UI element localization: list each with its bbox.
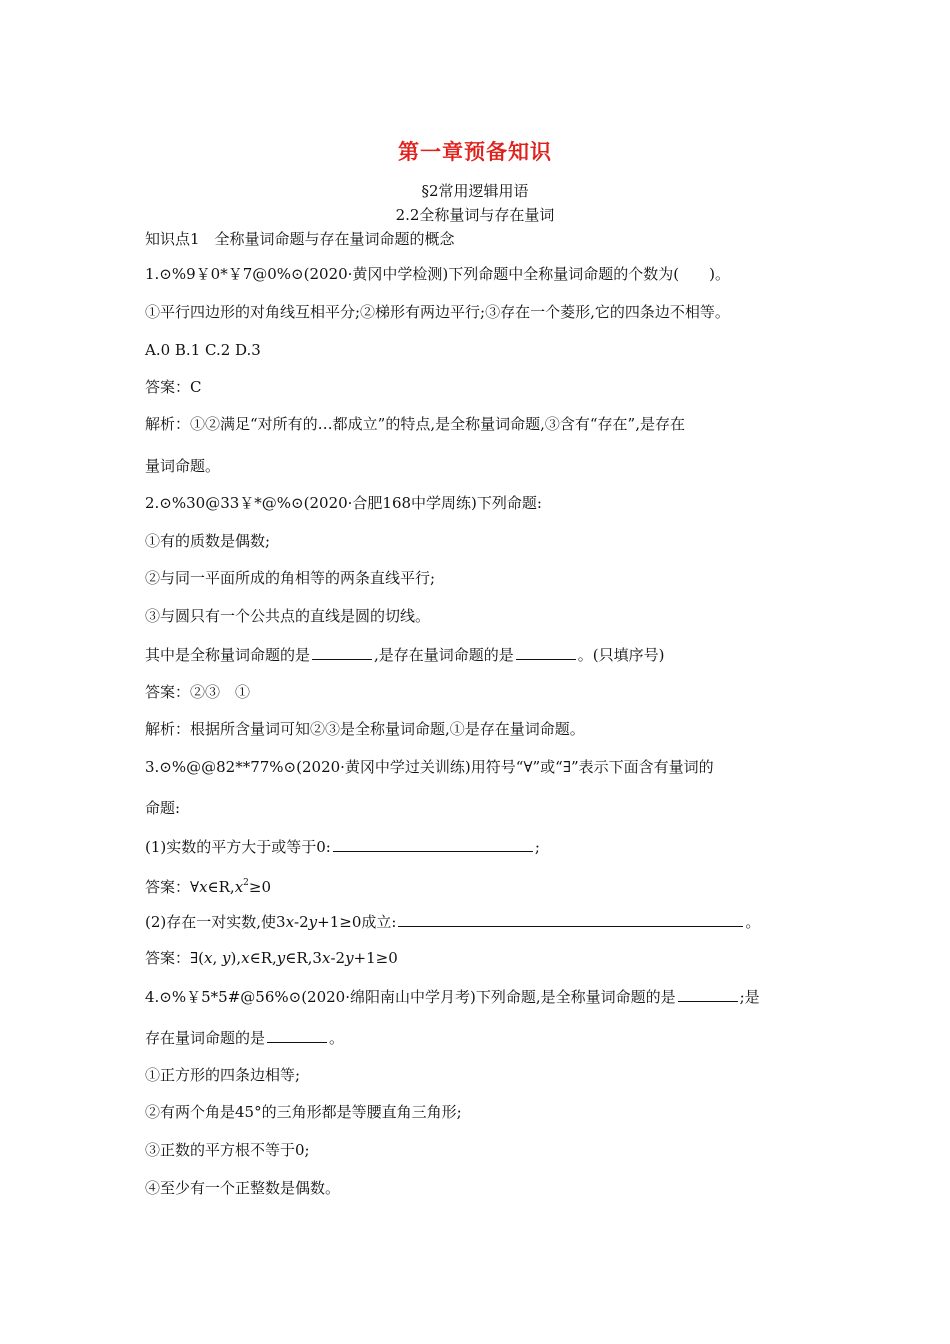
math-variable: y: [222, 949, 231, 967]
q1-items: ①平行四边形的对角线互相平分;②梯形有两边平行;③存在一个菱形,它的四条边不相等。: [145, 303, 730, 321]
answer-blank[interactable]: [267, 1027, 327, 1043]
q4-item-2: ②有两个角是45°的三角形都是等腰直角三角形;: [145, 1103, 462, 1121]
q3-answer1-text: 答案：∀: [145, 878, 200, 896]
q1-analysis-line1: 解析：①②满足“对所有的…都成立”的特点,是全称量词命题,③含有“存在”,是存在: [145, 415, 685, 433]
math-exponent: 2: [243, 878, 249, 888]
q4-item-4: ④至少有一个正整数是偶数。: [145, 1179, 341, 1197]
knowledge-point: 知识点1 全称量词命题与存在量词命题的概念: [145, 230, 455, 248]
q4-item-1: ①正方形的四条边相等;: [145, 1066, 301, 1084]
q1-analysis-line2: 量词命题。: [145, 457, 221, 475]
q2-fill-text-b: ,是存在量词命题的是: [374, 646, 514, 664]
q2-fill-text-a: 其中是全称量词命题的是: [145, 646, 311, 664]
math-variable: x: [285, 913, 295, 931]
q3-part2-text: (2)存在一对实数,使3: [145, 913, 286, 931]
q3-answer1-text: ≥0: [248, 878, 272, 896]
q2-analysis: 解析：根据所含量词可知②③是全称量词命题,①是存在量词命题。: [145, 720, 585, 738]
q1-answer: 答案：C: [145, 378, 202, 396]
q4-stem-text: 存在量词命题的是: [145, 1029, 266, 1047]
q4-stem-line2: [145, 1027, 344, 1048]
answer-blank[interactable]: [678, 986, 738, 1002]
q3-answer2-text: +1≥0: [353, 949, 398, 967]
q3-part1: [145, 836, 540, 857]
math-variable: x: [204, 949, 213, 967]
section-heading: §2常用逻辑用语: [421, 182, 529, 200]
q3-answer2-text: ),: [230, 949, 242, 967]
q3-answer1: [145, 873, 271, 897]
q3-stem-line2: 命题:: [145, 799, 181, 817]
q3-answer2-text: ∈R,: [249, 949, 277, 967]
q3-part2: [145, 911, 760, 932]
math-variable: x: [234, 878, 244, 896]
math-variable: y: [308, 913, 318, 931]
q2-item-1: ①有的质数是偶数;: [145, 532, 271, 550]
q2-item-2: ②与同一平面所成的角相等的两条直线平行;: [145, 569, 436, 587]
q2-item-3: ③与圆只有一个公共点的直线是圆的切线。: [145, 607, 431, 625]
q4-stem-text: ;是: [739, 988, 760, 1006]
q3-answer1-text: ∈R,: [207, 878, 235, 896]
math-variable: x: [199, 878, 208, 896]
q3-stem-line1: 3.⊙%@@82**77%⊙(2020·黄冈中学过关训练)用符号“∀”或“∃”表示下面含有量词的: [145, 758, 714, 776]
q3-part2-text: -2: [294, 913, 309, 931]
q3-part1-end: ;: [534, 838, 540, 856]
q2-fill-line: [145, 644, 665, 665]
q2-stem: 2.⊙%30@33￥*@%⊙(2020·合肥168中学周练)下列命题:: [145, 494, 542, 512]
answer-blank[interactable]: [516, 644, 576, 660]
q3-answer2: [145, 948, 398, 968]
q2-fill-text-c: 。(只填序号): [577, 646, 665, 664]
q3-answer2-text: 答案：∃(: [145, 949, 204, 967]
q1-stem: 1.⊙%9￥0*￥7@0%⊙(2020·黄冈中学检测)下列命题中全称量词命题的个数为( )。: [145, 265, 730, 283]
q2-answer: 答案：②③ ①: [145, 683, 251, 701]
math-variable: y: [345, 949, 354, 967]
q3-part2-end: 。: [745, 913, 761, 931]
q3-answer2-text: ,: [212, 949, 223, 967]
subsection-heading: 2.2全称量词与存在量词: [395, 206, 555, 224]
q3-part2-text: +1≥0成立:: [317, 913, 397, 931]
q4-item-3: ③正数的平方根不等于0;: [145, 1141, 310, 1159]
math-variable: x: [241, 949, 250, 967]
chapter-title: 第一章预备知识: [398, 140, 552, 164]
math-variable: y: [276, 949, 286, 967]
q4-stem-text: 。: [329, 1029, 345, 1047]
q3-answer2-text: -2: [330, 949, 346, 967]
math-variable: x: [321, 949, 331, 967]
answer-blank[interactable]: [398, 911, 743, 927]
q4-stem-line1: [145, 986, 760, 1007]
answer-blank[interactable]: [312, 644, 372, 660]
q4-stem-text: 4.⊙%￥5*5#@56%⊙(2020·绵阳南山中学月考)下列命题,是全称量词命题的是: [145, 988, 676, 1006]
answer-blank[interactable]: [333, 836, 533, 852]
q1-options: A.0 B.1 C.2 D.3: [145, 341, 261, 359]
q3-part1-text: (1)实数的平方大于或等于0:: [145, 838, 331, 856]
q3-answer2-text: ∈R,3: [285, 949, 322, 967]
